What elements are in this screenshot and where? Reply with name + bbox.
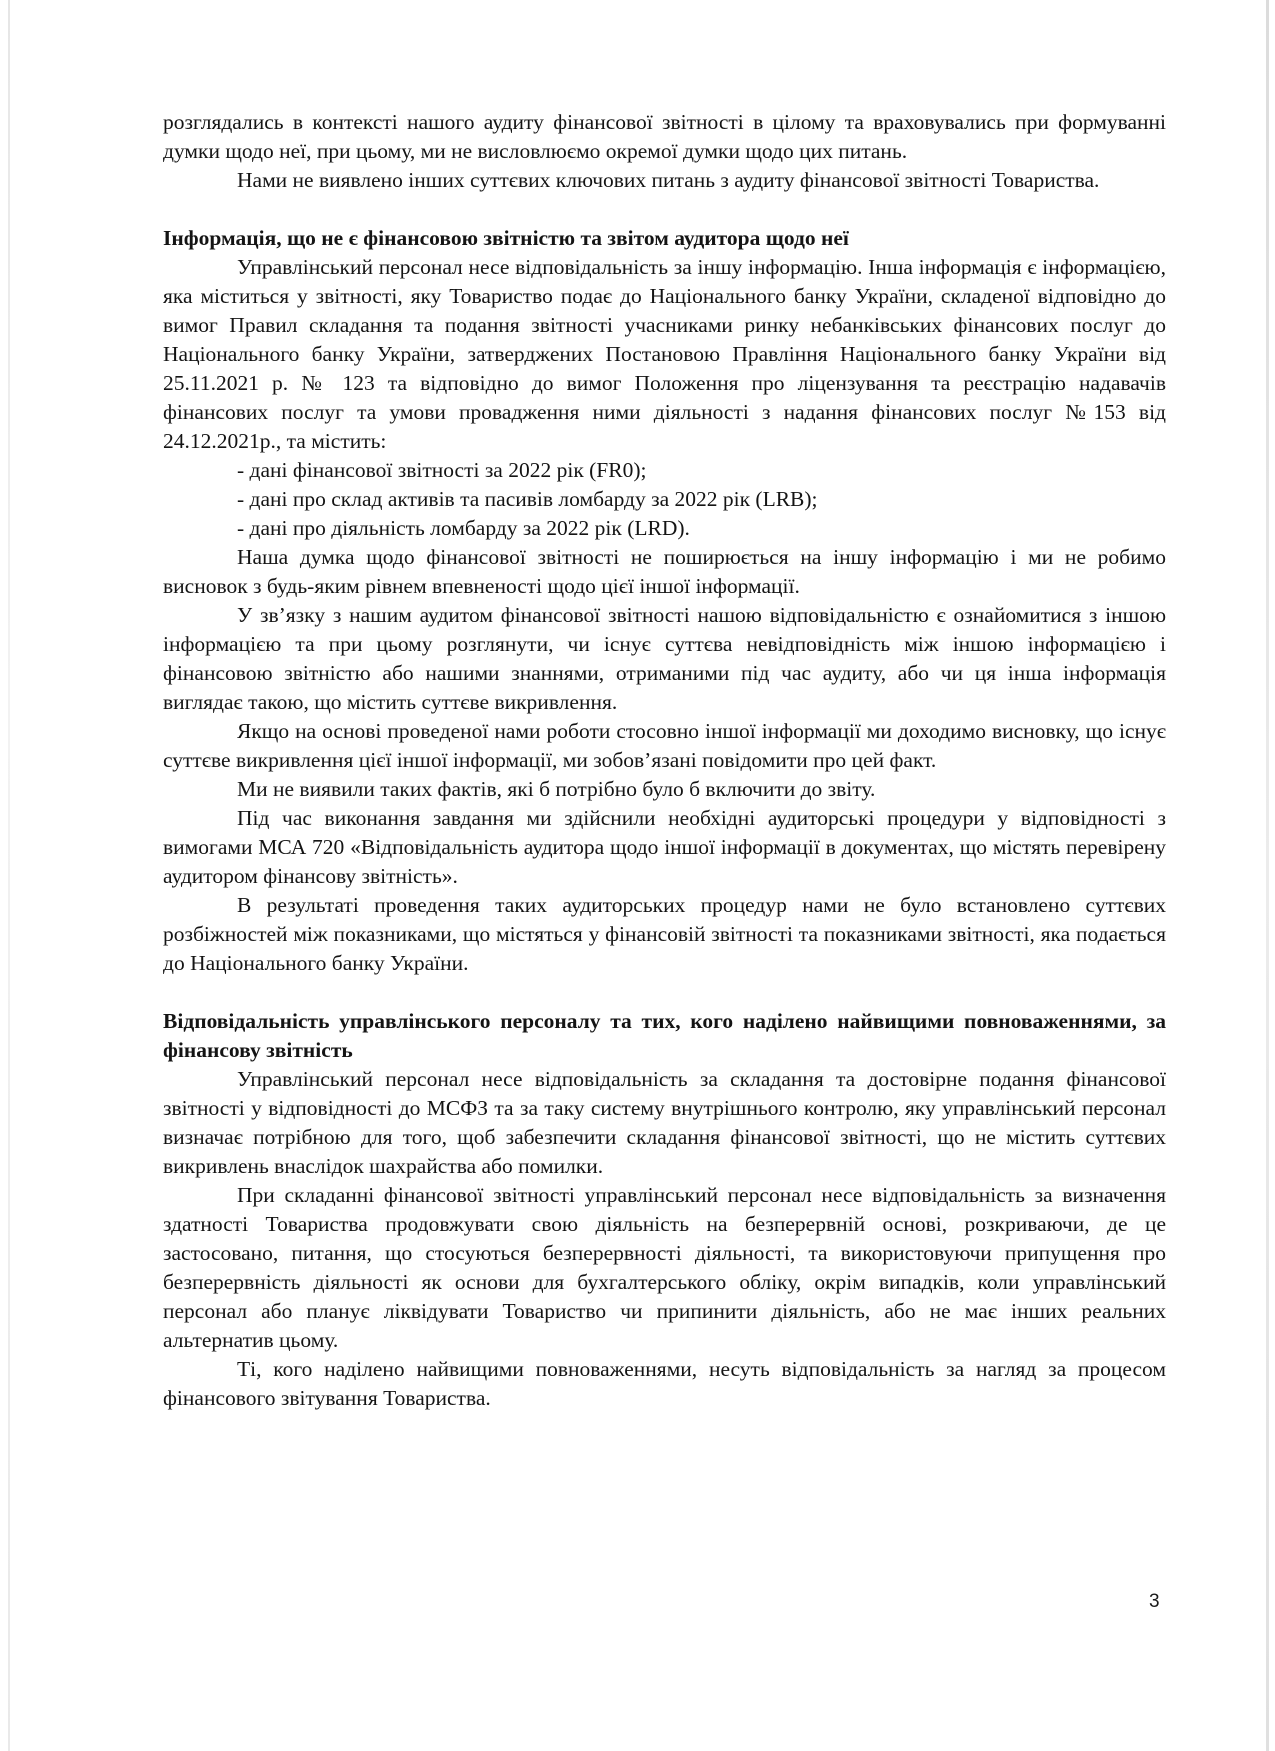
scan-edge-left — [8, 0, 10, 1751]
paragraph-misstatement-reporting: Якщо на основі проведеної нами роботи стосовно іншої інформації ми доходимо висновку, що існує суттєве викривлення цієї іншої інформації, ми зобов’язані повідомити про цей факт. — [163, 719, 1166, 772]
paragraph-management-preparation: Управлінський персонал несе відповідальність за складання та достовірне подання фінансової звітності у відповідності до МСФЗ та за таку систему внутрішнього контролю, яку управлінський персонал визначає потрібною для того, щоб забезпечити складання фінансової звітності, що не містить суттєвих викривлень внаслідок шахрайства або помилки. — [163, 1067, 1166, 1178]
paragraph-other-info-intro: Управлінський персонал несе відповідальність за іншу інформацію. Інша інформація є інформацією, яка міститься у звітності, яку Товариство подає до Національного банку України, складеної відповідно до вимог Правил складання та подання звітності учасниками ринку небанківських фінансових послуг до Національного банку України, затверджених Постановою Правління Національного банку України від 25.11.2021 р. № 123 та відповідно до вимог Положення про ліцензування та реєстрацію надавачів фінансових послуг та умови провадження ними діяльності з надання фінансових послуг №153 від 24.12.2021р., та містить: — [163, 255, 1166, 453]
paragraph-oversight: Ті, кого наділено найвищими повноваженнями, несуть відповідальність за нагляд за процесом фінансового звітування Товариства. — [163, 1357, 1166, 1410]
heading-other-information: Інформація, що не є фінансовою звітністю та звітом аудитора щодо неї — [163, 226, 849, 250]
document-body — [163, 108, 1166, 1413]
paragraph-continued: розглядались в контексті нашого аудиту фінансової звітності в цілому та враховувались при формуванні думки щодо неї, при цьому, ми не висловлюємо окремої думки щодо цих питань. — [163, 110, 1166, 163]
list-item-lrd: - дані про діяльність ломбарду за 2022 рік (LRD). — [237, 516, 690, 540]
paragraph-procedures-result: В результаті проведення таких аудиторських процедур нами не було встановлено суттєвих розбіжностей між показниками, що містяться у фінансовій звітності та показниками звітності, яка подається до Національного банку України. — [163, 893, 1166, 975]
paragraph-opinion-scope: Наша думка щодо фінансової звітності не поширюється на іншу інформацію і ми не робимо висновок з будь-яким рівнем впевненості щодо цієї іншої інформації. — [163, 545, 1166, 598]
heading-management-responsibility: Відповідальність управлінського персоналу та тих, кого наділено найвищими повноваженнями, за фінансову звітність — [163, 1009, 1166, 1062]
scan-edge-right — [1266, 0, 1269, 1751]
paragraph-no-facts: Ми не виявили таких фактів, які б потрібно було б включити до звіту. — [237, 777, 876, 801]
list-item-lrb: - дані про склад активів та пасивів ломбарду за 2022 рік (LRB); — [237, 487, 818, 511]
paragraph-isa-720: Під час виконання завдання ми здійснили необхідні аудиторські процедури у відповідності з вимогами МСА 720 «Відповідальність аудитора щодо іншої інформації в документах, що містять перевірену аудитором фінансову звітність». — [163, 806, 1166, 888]
paragraph-no-other-issues: Нами не виявлено інших суттєвих ключових питань з аудиту фінансової звітності Товариства. — [237, 168, 1100, 192]
page-number: 3 — [1149, 1591, 1160, 1612]
list-item-fr0: - дані фінансової звітності за 2022 рік (FR0); — [237, 458, 647, 482]
section-gap — [163, 195, 1166, 224]
paragraph-auditor-responsibility: У зв’язку з нашим аудитом фінансової звітності нашою відповідальністю є ознайомитися з іншою інформацією та при цьому розглянути, чи існує суттєва невідповідність між іншою інформацією і фінансовою звітністю або нашими знаннями, отриманими під час аудиту, або чи ця інша інформація виглядає такою, що містить суттєве викривлення. — [163, 603, 1166, 714]
section-gap — [163, 978, 1166, 1007]
paragraph-going-concern: При складанні фінансової звітності управлінський персонал несе відповідальність за визначення здатності Товариства продовжувати свою діяльність на безперервній основі, розкриваючи, де це застосовано, питання, що стосуються безперервності діяльності, та використовуючи припущення про безперервність діяльності як основи для бухгалтерського обліку, окрім випадків, коли управлінський персонал або планує ліквідувати Товариство чи припинити діяльність, або не має інших реальних альтернатив цьому. — [163, 1183, 1166, 1352]
